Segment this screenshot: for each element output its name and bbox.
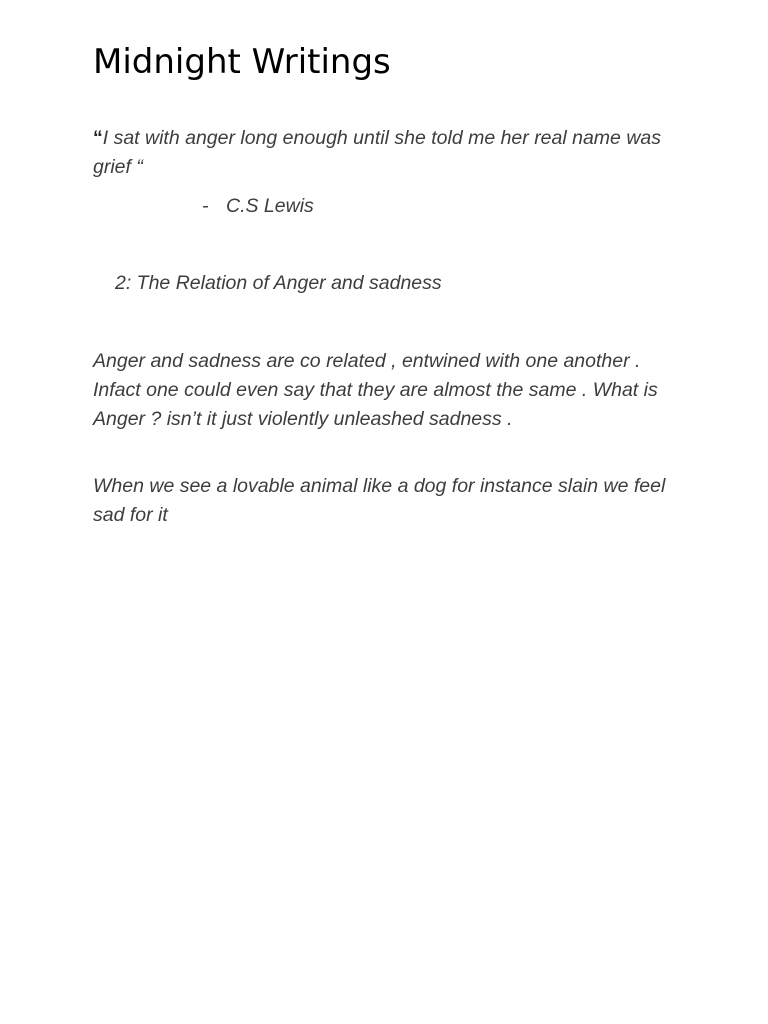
body-paragraph-1: Anger and sadness are co related , entwined with one another . Infact one could even say that they are almost the same . What is Anger ? isn’t it just violently unleashed sadness . bbox=[93, 350, 658, 430]
section-heading: 2: The Relation of Anger and sadness bbox=[115, 272, 442, 294]
quote-open-mark: “ bbox=[93, 127, 103, 149]
document-title: Midnight Writings bbox=[93, 42, 391, 82]
epigraph-quote bbox=[93, 124, 693, 182]
quote-author: C.S Lewis bbox=[226, 195, 314, 217]
body-paragraph-2: When we see a lovable animal like a dog for instance slain we feel sad for it bbox=[93, 475, 666, 526]
quote-attribution bbox=[202, 192, 314, 221]
quote-text: I sat with anger long enough until she told me her real name was grief “ bbox=[93, 127, 661, 178]
attribution-dash: - bbox=[202, 195, 209, 217]
